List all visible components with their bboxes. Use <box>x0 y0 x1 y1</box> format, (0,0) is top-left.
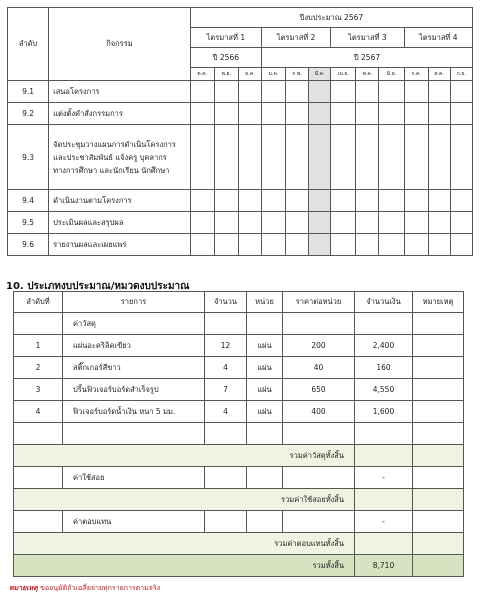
budget-header-row <box>14 292 464 313</box>
item-name: สติ๊กเกอร์สีขาว <box>63 357 205 379</box>
row-number: 9.2 <box>8 103 49 125</box>
item-unit: แผ่น <box>247 335 283 357</box>
budget-item-row <box>14 379 464 401</box>
item-amount: 2,400 <box>355 335 413 357</box>
month-header: ม.ค. <box>262 68 286 81</box>
category-material-label: ค่าวัสดุ <box>63 313 205 335</box>
schedule-table <box>7 7 473 256</box>
item-price: 200 <box>283 335 355 357</box>
empty-row <box>14 423 464 445</box>
header-remark: หมายเหตุ <box>413 292 464 313</box>
schedule-row <box>8 190 473 212</box>
schedule-row <box>8 212 473 234</box>
compensation-amount: - <box>355 511 413 533</box>
item-qty: 12 <box>205 335 247 357</box>
schedule-row <box>8 81 473 103</box>
row-number: 9.1 <box>8 81 49 103</box>
month-header: ธ.ค. <box>238 68 261 81</box>
subtotal-material-label: รวมค่าวัสดุทั้งสิ้น <box>14 445 355 467</box>
col-activity-header: กิจกรรม <box>49 8 191 81</box>
header-unit: หน่วย <box>247 292 283 313</box>
remark-note <box>9 583 160 594</box>
month-header: พ.ค. <box>356 68 379 81</box>
item-no: 3 <box>14 379 63 401</box>
category-row <box>14 467 464 489</box>
item-no: 2 <box>14 357 63 379</box>
grand-total-row <box>14 555 464 577</box>
schedule-row <box>8 125 473 190</box>
section-10-title: 10. ประเภทงบประมาณ/หมวดงบประมาณ <box>6 281 190 292</box>
month-header: ก.พ. <box>286 68 309 81</box>
item-price: 40 <box>283 357 355 379</box>
item-name: แผ่นอะคริลิคเขียว <box>63 335 205 357</box>
subtotal-expense-row <box>14 489 464 511</box>
subtotal-compensation-label: รวมค่าตอบแทนทั้งสิ้น <box>14 533 355 555</box>
item-name: ฟิวเจอร์บอร์ดน้ำเงิน หนา 5 มม. <box>63 401 205 423</box>
subtotal-material-row <box>14 445 464 467</box>
row-number: 9.3 <box>8 125 49 190</box>
item-no: 1 <box>14 335 63 357</box>
item-qty: 4 <box>205 357 247 379</box>
month-header: ต.ค. <box>190 68 214 81</box>
item-unit: แผ่น <box>247 379 283 401</box>
header-amount: จำนวนเงิน <box>355 292 413 313</box>
budget-year-header: ปีงบประมาณ 2567 <box>190 8 472 28</box>
item-price: 650 <box>283 379 355 401</box>
year-2567-header: ปี 2567 <box>262 48 473 68</box>
header-no: ลำดับที่ <box>14 292 63 313</box>
row-number: 9.6 <box>8 234 49 256</box>
year-2566-header: ปี 2566 <box>190 48 261 68</box>
col-no-header: ลำดับ <box>8 8 49 81</box>
row-number: 9.4 <box>8 190 49 212</box>
expense-amount: - <box>355 467 413 489</box>
header-unit-price: ราคาต่อหน่วย <box>283 292 355 313</box>
header-qty: จำนวน <box>205 292 247 313</box>
activity-cell: รายงานผลและเผยแพร่ <box>49 234 191 256</box>
category-row <box>14 511 464 533</box>
header-item: รายการ <box>63 292 205 313</box>
activity-cell: ดำเนินงานตามโครงการ <box>49 190 191 212</box>
activity-cell: เสนอโครงการ <box>49 81 191 103</box>
activity-cell: แต่งตั้งคำสั่งกรรมการ <box>49 103 191 125</box>
item-amount: 1,600 <box>355 401 413 423</box>
activity-cell: จัดประชุมวางแผนการดำเนินโครงการ และประชาสัมพันธ์ แจ้งครู บุคลากร ทางการศึกษา และนักเรียน นักศึกษา <box>49 125 191 190</box>
budget-item-row <box>14 335 464 357</box>
month-header: พ.ย. <box>214 68 238 81</box>
item-price: 400 <box>283 401 355 423</box>
quarter-1-header: ไตรมาสที่ 1 <box>190 28 261 48</box>
activity-cell: ประเมินผลและสรุปผล <box>49 212 191 234</box>
item-name: ปริ้นฟิวเจอร์บอร์ดสำเร็จรูป <box>63 379 205 401</box>
item-amount: 4,550 <box>355 379 413 401</box>
subtotal-expense-label: รวมค่าใช้สอยทั้งสิ้น <box>14 489 355 511</box>
budget-item-row <box>14 401 464 423</box>
row-number: 9.5 <box>8 212 49 234</box>
budget-table <box>13 291 464 577</box>
month-header: ส.ค. <box>428 68 450 81</box>
item-amount: 160 <box>355 357 413 379</box>
schedule-row <box>8 234 473 256</box>
grand-total-amount: 8,710 <box>355 555 413 577</box>
item-no: 4 <box>14 401 63 423</box>
remark-label: หมายเหตุ <box>9 584 38 592</box>
remark-text: ขออนุมัติถัวเฉลี่ยจ่ายทุกรายการตามจริง <box>40 584 160 592</box>
month-header: มิ.ย. <box>379 68 404 81</box>
month-header: มี.ค. <box>309 68 331 81</box>
category-expense-label: ค่าใช้สอย <box>63 467 205 489</box>
item-unit: แผ่น <box>247 401 283 423</box>
budget-item-row <box>14 357 464 379</box>
month-header: ก.ค. <box>404 68 428 81</box>
quarter-3-header: ไตรมาสที่ 3 <box>331 28 404 48</box>
grand-total-label: รวมทั้งสิ้น <box>14 555 355 577</box>
quarter-2-header: ไตรมาสที่ 2 <box>262 28 331 48</box>
item-unit: แผ่น <box>247 357 283 379</box>
subtotal-compensation-row <box>14 533 464 555</box>
item-qty: 4 <box>205 401 247 423</box>
quarter-4-header: ไตรมาสที่ 4 <box>404 28 472 48</box>
item-qty: 7 <box>205 379 247 401</box>
category-row <box>14 313 464 335</box>
month-header: ก.ย. <box>450 68 472 81</box>
schedule-row <box>8 103 473 125</box>
category-compensation-label: ค่าตอบแทน <box>63 511 205 533</box>
month-header: เม.ย. <box>331 68 356 81</box>
